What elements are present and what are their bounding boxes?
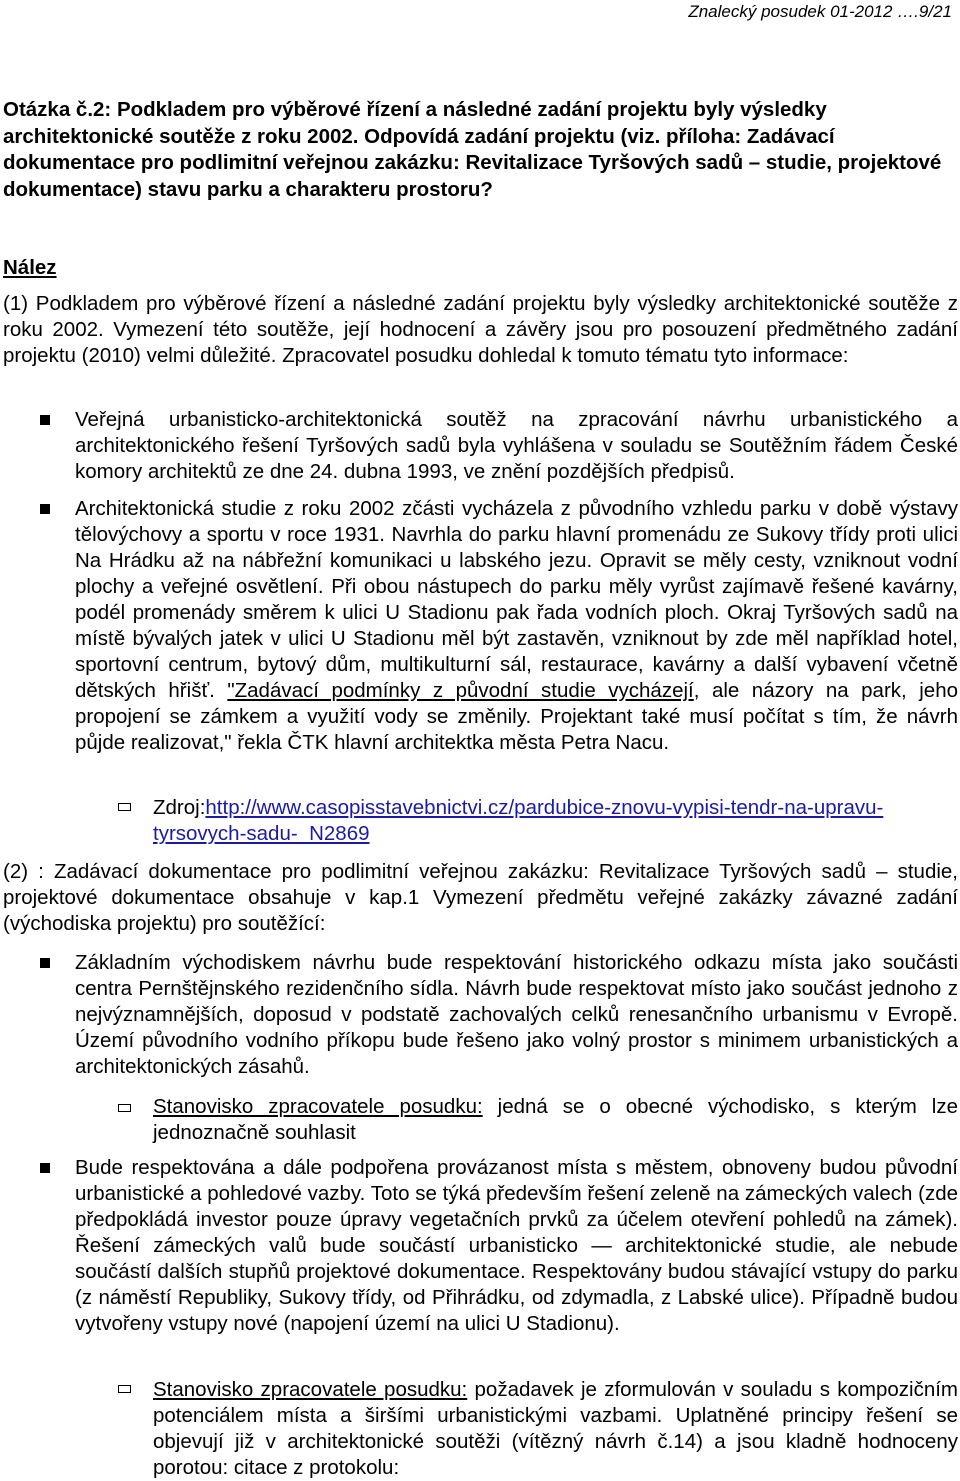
stance-note-2 (153, 1377, 958, 1481)
source-link[interactable]: http://www.casopisstavebnictvi.cz/pardubice-znovu-vypisi-tendr-na-upravu-tyrsovych-sadu-_N2869 (153, 796, 884, 845)
stance-text: požadavek je zformulován v souladu s kompozičním potenciálem místa a širšími urbanistickými vazbami. Uplatněné principy řešení se objevují již v architektonické soutěži (vítězný návrh č.14) a jsou kladně hodnoceny porotou: citace z protokolu: (153, 1378, 958, 1479)
stance-label: Stanovisko zpracovatele posudku: (153, 1378, 468, 1401)
section-heading-nalez: Nález (3, 256, 57, 279)
quoted-underlined-text: "Zadávací podmínky z původní studie vycházejí (227, 679, 694, 702)
list-item: Základním východiskem návrhu bude respektování historického odkazu místa jako součásti centra Pernštějnského rezidenčního sídla. Návrh bude respektovat místo jako součást jednoho z nejvýznamnějších, doposud v podstatě zachovalých celků renesančního urbanismu v Evropě. Území původního vodního příkopu bude řešeno jako volný prostor s minimem urbanistických a architektonických zásahů. (75, 951, 958, 1078)
stance-note-1 (153, 1094, 958, 1146)
list-item-text: , ale názory na park, jeho propojení se zámkem a využití vody se změnily. Projektant také musí počítat s tím, že návrh půjde realizovat," řekla ČTK hlavní architektka města Petra Nacu. (75, 679, 958, 754)
hollow-bullet-icon (118, 803, 131, 811)
stance-text: jedná se o obecné východisko, s kterým lze jednoznačně souhlasit (153, 1095, 959, 1144)
stance-label: Stanovisko zpracovatele posudku: (153, 1095, 483, 1118)
bullet-square-icon (40, 415, 50, 425)
hollow-bullet-icon (118, 1385, 131, 1393)
question-heading: Otázka č.2: Podkladem pro výběrové řízení a následné zadání projektu byly výsledky architektonické soutěže z roku 2002. Odpovídá zadání projektu (viz. příloha: Zadávací dokumentace pro podlimitní veřejnou zakázku: Revitalizace Tyršových sadů – studie, projektové dokumentace) stavu parku a charakteru prostoru? (3, 98, 942, 201)
bullet-square-icon (40, 1163, 50, 1173)
list-item: Bude respektována a dále podpořena provázanost místa s městem, obnoveny budou původní urbanistické a pohledové vazby. Toto se týká především řešení zeleně na zámeckých valech (zde předpokládá investor pouze úpravy vegetačních prvků za účelem otevření pohledů na zámek). Řešení zámeckých valů bude součástí urbanisticko — architektonické studie, ale nebude součástí dalších stupňů projektové dokumentace. Respektovány budou stávající vstupy do parku (z náměstí Republiky, Sukovy třídy, od Přihrádku, od zdymadla, z Labské ulice). Případně budou vytvořeny vstupy nové (napojení území na ulici U Stadionu). (75, 1156, 958, 1335)
page-header: Znalecký posudek 01-2012 ….9/21 (688, 2, 952, 21)
source-line (153, 795, 958, 847)
bullet-square-icon (40, 958, 50, 968)
finding-paragraph-2: (2) : Zadávací dokumentace pro podlimitní veřejnou zakázku: Revitalizace Tyršových sadů – studie, projektové dokumentace obsahuje v kap.1 Vymezení předmětu veřejné zakázky závazné zadání (východiska projektu) pro soutěžící: (3, 860, 958, 935)
source-label: Zdroj: (153, 796, 206, 819)
list-item (75, 496, 958, 756)
list-item: Veřejná urbanisticko-architektonická soutěž na zpracování návrhu urbanistického a architektonického řešení Tyršových sadů byla vyhlášena v souladu se Soutěžním řádem České komory architektů ze dne 24. dubna 1993, ve znění pozdějších předpisů. (75, 408, 958, 483)
finding-paragraph-1: (1) Podkladem pro výběrové řízení a následné zadání projektu byly výsledky architektonické soutěže z roku 2002. Vymezení této soutěže, její hodnocení a závěry jsou pro posouzení předmětného zadání projektu (2010) velmi důležité. Zpracovatel posudku dohledal k tomuto tématu tyto informace: (3, 292, 958, 367)
hollow-bullet-icon (118, 1104, 131, 1112)
list-item-text: Architektonická studie z roku 2002 zčásti vycházela z původního vzhledu parku v době výstavy tělovýchovy a sportu v roce 1931. Navrhla do parku hlavní promenádu ze Sukovy třídy proti ulici Na Hrádku až na nábřežní komunikaci u labského jezu. Opravit se měly cesty, vzniknout vodní plochy a veřejné osvětlení. Při obou nástupech do parku měly vyrůst zajímavě řešené kavárny, podél promenády směrem k ulici U Stadionu pak řada vodních ploch. Okraj Tyršových sadů na místě bývalých jatek v ulici U Stadionu měl být zastavěn, vzniknout by zde měl například hotel, sportovní centrum, bytový dům, multikulturní sál, restaurace, kavárny a další vybavení včetně dětských hřišť. (75, 497, 958, 702)
bullet-square-icon (40, 504, 50, 514)
